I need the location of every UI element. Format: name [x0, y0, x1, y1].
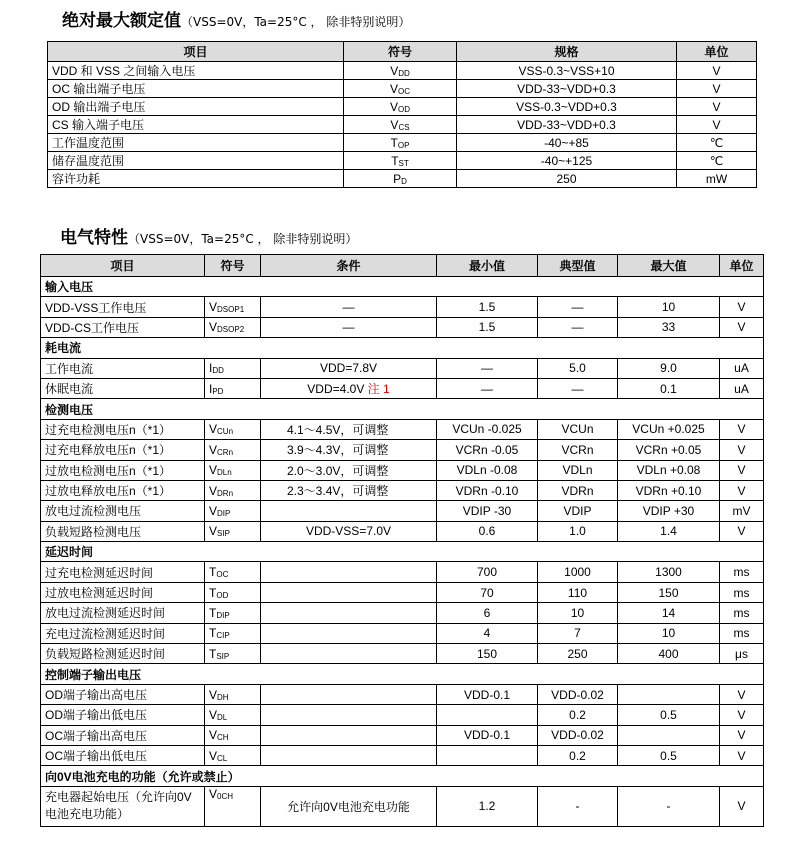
min-cell: VCRn -0.05	[437, 440, 538, 460]
symbol-letter: V	[209, 524, 218, 539]
condition-text: 2.0～3.0V，可调整	[287, 463, 389, 478]
min-cell: —	[437, 378, 538, 398]
item-cell: CS 输入端子电压	[48, 116, 344, 134]
symbol-cell	[344, 62, 457, 80]
symbol-subscript: 0CH	[217, 791, 234, 801]
unit-cell: ℃	[677, 134, 757, 152]
symbol-subscript: CIP	[216, 631, 230, 641]
unit-cell: ms	[720, 623, 764, 643]
section-label: 控制端子输出电压	[41, 664, 764, 684]
typ-cell: —	[538, 297, 618, 317]
symbol-letter: V	[390, 117, 399, 132]
column-header: 符号	[205, 255, 261, 277]
max-cell: 0.1	[618, 378, 720, 398]
typ-cell: VDRn	[538, 480, 618, 500]
max-cell: 400	[618, 644, 720, 664]
item-cell: 放电过流检测延迟时间	[41, 603, 205, 623]
column-header: 单位	[720, 255, 764, 277]
item-cell: 放电过流检测电压	[41, 501, 205, 521]
item-cell: 工作电流	[41, 358, 205, 378]
table-row	[41, 745, 764, 765]
unit-cell: μs	[720, 644, 764, 664]
symbol-cell	[205, 501, 261, 521]
typ-cell: —	[538, 378, 618, 398]
min-cell: 700	[437, 562, 538, 582]
condition-text: —	[342, 300, 355, 315]
elec-heading	[60, 223, 357, 248]
condition-cell	[261, 562, 437, 582]
item-cell: OC 输出端子电压	[48, 80, 344, 98]
condition-cell	[261, 460, 437, 480]
unit-cell: V	[720, 745, 764, 765]
section-row	[41, 338, 764, 358]
symbol-cell	[205, 562, 261, 582]
section-row	[41, 664, 764, 684]
max-cell: VDIP +30	[618, 501, 720, 521]
condition-cell	[261, 358, 437, 378]
table-row	[41, 603, 764, 623]
typ-cell: —	[538, 317, 618, 337]
table-row	[41, 419, 764, 439]
table-row	[41, 440, 764, 460]
min-cell: 4	[437, 623, 538, 643]
symbol-cell	[205, 603, 261, 623]
table-row	[48, 170, 757, 188]
symbol-subscript: CH	[217, 733, 229, 743]
table-row	[48, 98, 757, 116]
unit-cell: V	[720, 521, 764, 541]
symbol-letter: T	[209, 646, 217, 661]
abs-max-header-row	[48, 42, 757, 62]
condition-cell	[261, 440, 437, 460]
item-cell: 工作温度范围	[48, 134, 344, 152]
unit-cell: V	[720, 419, 764, 439]
symbol-letter: T	[390, 135, 398, 150]
symbol-letter: T	[209, 585, 217, 600]
elec-table	[40, 254, 764, 827]
symbol-cell	[205, 297, 261, 317]
unit-cell: V	[720, 725, 764, 745]
symbol-subscript: D	[401, 176, 407, 186]
symbol-subscript: DSOP1	[217, 305, 245, 315]
condition-cell	[261, 480, 437, 500]
symbol-cell	[205, 786, 261, 826]
symbol-cell	[344, 98, 457, 116]
symbol-subscript: DRn	[217, 488, 234, 498]
condition-cell	[261, 705, 437, 725]
unit-cell: V	[677, 116, 757, 134]
item-cell: 过放电检测延迟时间	[41, 582, 205, 602]
item-cell: 过充电检测延迟时间	[41, 562, 205, 582]
abs-max-title: 绝对最大额定值	[62, 11, 181, 31]
table-row	[41, 378, 764, 398]
elec-subtitle: （VSS=0V，Ta=25°C ， 除非特别说明）	[128, 232, 358, 246]
symbol-cell	[205, 644, 261, 664]
table-row	[41, 521, 764, 541]
elec-title: 电气特性	[60, 228, 128, 248]
table-row	[41, 786, 764, 826]
unit-cell: V	[677, 98, 757, 116]
item-cell: 过放电释放电压n（*1）	[41, 480, 205, 500]
symbol-cell	[205, 582, 261, 602]
column-header: 最大值	[618, 255, 720, 277]
unit-cell: V	[677, 62, 757, 80]
min-cell: —	[437, 358, 538, 378]
item-cell: OD 输出端子电压	[48, 98, 344, 116]
max-cell: VDLn +0.08	[618, 460, 720, 480]
unit-cell: uA	[720, 378, 764, 398]
max-cell	[618, 725, 720, 745]
item-cell: OC端子输出高电压	[41, 725, 205, 745]
symbol-subscript: OC	[216, 570, 229, 580]
unit-cell: V	[720, 480, 764, 500]
max-cell: 10	[618, 297, 720, 317]
min-cell	[437, 745, 538, 765]
section-row	[41, 399, 764, 419]
section-row	[41, 766, 764, 786]
symbol-letter: I	[209, 381, 213, 396]
min-cell: 0.6	[437, 521, 538, 541]
section-row	[41, 542, 764, 562]
abs-max-heading	[62, 6, 410, 31]
item-cell: 过充电检测电压n（*1）	[41, 419, 205, 439]
max-cell: 1.4	[618, 521, 720, 541]
unit-cell: V	[720, 786, 764, 826]
condition-cell	[261, 684, 437, 704]
typ-cell: 0.2	[538, 705, 618, 725]
table-row	[48, 80, 757, 98]
condition-cell	[261, 419, 437, 439]
section-label: 耗电流	[41, 338, 764, 358]
column-header: 项目	[41, 255, 205, 277]
symbol-letter: T	[391, 153, 399, 168]
min-cell: 6	[437, 603, 538, 623]
symbol-cell	[205, 419, 261, 439]
symbol-letter: V	[209, 687, 218, 702]
unit-cell: V	[720, 297, 764, 317]
unit-cell: V	[720, 440, 764, 460]
unit-cell: V	[677, 80, 757, 98]
symbol-letter: V	[209, 728, 218, 743]
min-cell: 150	[437, 644, 538, 664]
symbol-letter: V	[209, 300, 218, 315]
symbol-cell	[205, 725, 261, 745]
typ-cell: 10	[538, 603, 618, 623]
spec-cell: VDD-33~VDD+0.3	[457, 116, 677, 134]
symbol-subscript: CS	[398, 122, 410, 132]
condition-cell	[261, 317, 437, 337]
max-cell	[618, 684, 720, 704]
symbol-cell	[205, 440, 261, 460]
unit-cell: V	[720, 684, 764, 704]
symbol-cell	[205, 358, 261, 378]
elec-header-row	[41, 255, 764, 277]
symbol-letter: V	[209, 503, 218, 518]
item-cell: OD端子输出高电压	[41, 684, 205, 704]
symbol-cell	[344, 134, 457, 152]
typ-cell: 110	[538, 582, 618, 602]
condition-cell	[261, 745, 437, 765]
unit-cell: uA	[720, 358, 764, 378]
symbol-subscript: DD	[398, 68, 410, 78]
unit-cell: mV	[720, 501, 764, 521]
symbol-cell	[205, 317, 261, 337]
condition-cell	[261, 644, 437, 664]
max-cell: 9.0	[618, 358, 720, 378]
item-cell: 过放电检测电压n（*1）	[41, 460, 205, 480]
symbol-subscript: SIP	[217, 529, 230, 539]
symbol-letter: T	[209, 605, 217, 620]
symbol-letter: V	[209, 422, 218, 437]
max-cell: VDRn +0.10	[618, 480, 720, 500]
unit-cell: ms	[720, 582, 764, 602]
min-cell: VDLn -0.08	[437, 460, 538, 480]
condition-text: 允许向0V电池充电功能	[287, 799, 410, 814]
table-row	[41, 582, 764, 602]
condition-cell	[261, 378, 437, 398]
table-row	[41, 644, 764, 664]
symbol-subscript: DD	[212, 366, 224, 376]
column-header: 规格	[457, 42, 677, 62]
symbol-cell	[205, 521, 261, 541]
symbol-letter: T	[209, 565, 217, 580]
condition-text: VDD-VSS=7.0V	[305, 524, 392, 539]
typ-cell: 1000	[538, 562, 618, 582]
symbol-subscript: DLn	[217, 468, 232, 478]
condition-text: —	[342, 320, 355, 335]
spec-cell: VDD-33~VDD+0.3	[457, 80, 677, 98]
symbol-cell	[205, 378, 261, 398]
abs-max-subtitle: （VSS=0V，Ta=25°C ， 除非特别说明）	[181, 15, 411, 29]
table-row	[41, 705, 764, 725]
table-row	[41, 684, 764, 704]
symbol-subscript: OD	[216, 590, 229, 600]
symbol-subscript: CL	[217, 753, 228, 763]
item-cell: 充电器起始电压（允许向0V电池充电功能）	[41, 786, 205, 826]
min-cell: 1.5	[437, 317, 538, 337]
symbol-subscript: DSOP2	[217, 325, 245, 335]
symbol-subscript: SIP	[216, 651, 230, 661]
item-cell: 充电过流检测延迟时间	[41, 623, 205, 643]
symbol-cell	[205, 460, 261, 480]
max-cell: VCUn +0.025	[618, 419, 720, 439]
symbol-letter: V	[209, 483, 218, 498]
min-cell: VDD-0.1	[437, 684, 538, 704]
symbol-letter: V	[209, 442, 218, 457]
condition-cell	[261, 582, 437, 602]
condition-cell	[261, 623, 437, 643]
item-cell: OC端子输出低电压	[41, 745, 205, 765]
symbol-letter: V	[209, 320, 218, 335]
spec-cell: -40~+125	[457, 152, 677, 170]
max-cell: 0.5	[618, 745, 720, 765]
symbol-cell	[344, 170, 457, 188]
typ-cell: 7	[538, 623, 618, 643]
typ-cell: 250	[538, 644, 618, 664]
table-row	[41, 501, 764, 521]
symbol-cell	[205, 745, 261, 765]
unit-cell: ms	[720, 603, 764, 623]
section-label: 向0V电池充电的功能（允许或禁止）	[41, 766, 764, 786]
column-header: 项目	[48, 42, 344, 62]
typ-cell: 5.0	[538, 358, 618, 378]
min-cell: 1.5	[437, 297, 538, 317]
min-cell: VDRn -0.10	[437, 480, 538, 500]
max-cell: VCRn +0.05	[618, 440, 720, 460]
typ-cell: VCUn	[538, 419, 618, 439]
table-row	[48, 116, 757, 134]
table-row	[41, 297, 764, 317]
condition-text: 2.3～3.4V，可调整	[287, 484, 389, 499]
unit-cell: V	[720, 460, 764, 480]
min-cell: VCUn -0.025	[437, 419, 538, 439]
item-cell: 过充电释放电压n（*1）	[41, 440, 205, 460]
table-row	[48, 134, 757, 152]
spec-cell: 250	[457, 170, 677, 188]
max-cell: 14	[618, 603, 720, 623]
abs-max-table	[47, 41, 757, 188]
spec-cell: VSS-0.3~VDD+0.3	[457, 98, 677, 116]
typ-cell: VDLn	[538, 460, 618, 480]
table-row	[41, 623, 764, 643]
symbol-subscript: OC	[398, 86, 410, 96]
item-cell: 休眠电流	[41, 378, 205, 398]
condition-cell	[261, 603, 437, 623]
symbol-letter: I	[209, 361, 213, 376]
note-reference: 注 1	[367, 382, 390, 397]
min-cell: 70	[437, 582, 538, 602]
condition-text: 3.9～4.3V，可调整	[287, 443, 389, 458]
item-cell: 负载短路检测延迟时间	[41, 644, 205, 664]
spec-cell: VSS-0.3~VSS+10	[457, 62, 677, 80]
column-header: 典型值	[538, 255, 618, 277]
table-row	[41, 460, 764, 480]
max-cell: -	[618, 786, 720, 826]
column-header: 符号	[344, 42, 457, 62]
symbol-letter: T	[209, 626, 217, 641]
spec-cell: -40~+85	[457, 134, 677, 152]
section-label: 输入电压	[41, 277, 764, 297]
section-label: 检测电压	[41, 399, 764, 419]
symbol-subscript: DL	[217, 712, 228, 722]
symbol-cell	[205, 480, 261, 500]
symbol-cell	[205, 623, 261, 643]
condition-text: VDD=7.8V	[319, 361, 378, 376]
symbol-subscript: DH	[217, 692, 229, 702]
max-cell: 1300	[618, 562, 720, 582]
symbol-letter: V	[389, 81, 398, 96]
condition-cell	[261, 501, 437, 521]
condition-text: 4.1～4.5V，可调整	[287, 422, 389, 437]
symbol-letter: V	[209, 707, 218, 722]
condition-text: VDD=4.0V	[307, 382, 365, 397]
typ-cell: VDIP	[538, 501, 618, 521]
max-cell: 33	[618, 317, 720, 337]
symbol-cell	[205, 684, 261, 704]
table-row	[48, 62, 757, 80]
symbol-cell	[344, 152, 457, 170]
unit-cell: V	[720, 317, 764, 337]
typ-cell: VCRn	[538, 440, 618, 460]
symbol-subscript: OP	[397, 140, 410, 150]
table-row	[41, 358, 764, 378]
symbol-cell	[205, 705, 261, 725]
condition-cell	[261, 786, 437, 826]
typ-cell: -	[538, 786, 618, 826]
table-row	[41, 725, 764, 745]
min-cell: VDD-0.1	[437, 725, 538, 745]
min-cell	[437, 705, 538, 725]
symbol-subscript: DIP	[216, 610, 230, 620]
column-header: 单位	[677, 42, 757, 62]
min-cell: VDIP -30	[437, 501, 538, 521]
column-header: 条件	[261, 255, 437, 277]
unit-cell: ms	[720, 562, 764, 582]
symbol-subscript: ST	[398, 158, 409, 168]
symbol-letter: P	[393, 171, 402, 186]
symbol-letter: V	[390, 63, 399, 78]
condition-cell	[261, 297, 437, 317]
typ-cell: 0.2	[538, 745, 618, 765]
symbol-subscript: DIP	[217, 508, 231, 518]
item-cell: 负载短路检测电压	[41, 521, 205, 541]
typ-cell: 1.0	[538, 521, 618, 541]
symbol-subscript: CUn	[217, 427, 234, 437]
column-header: 最小值	[437, 255, 538, 277]
unit-cell: mW	[677, 170, 757, 188]
symbol-cell	[344, 80, 457, 98]
symbol-cell	[344, 116, 457, 134]
symbol-letter: V	[389, 99, 398, 114]
table-row	[48, 152, 757, 170]
symbol-letter: V	[209, 748, 218, 763]
table-row	[41, 480, 764, 500]
condition-cell	[261, 521, 437, 541]
max-cell: 0.5	[618, 705, 720, 725]
symbol-letter: V	[209, 786, 218, 801]
symbol-subscript: OD	[398, 104, 410, 114]
section-row	[41, 277, 764, 297]
condition-cell	[261, 725, 437, 745]
table-row	[41, 562, 764, 582]
typ-cell: VDD-0.02	[538, 725, 618, 745]
item-cell: 容许功耗	[48, 170, 344, 188]
item-cell: VDD-CS工作电压	[41, 317, 205, 337]
unit-cell: ℃	[677, 152, 757, 170]
min-cell: 1.2	[437, 786, 538, 826]
symbol-letter: V	[209, 463, 218, 478]
max-cell: 150	[618, 582, 720, 602]
section-label: 延迟时间	[41, 542, 764, 562]
max-cell: 10	[618, 623, 720, 643]
symbol-subscript: CRn	[217, 447, 234, 457]
item-cell: VDD-VSS工作电压	[41, 297, 205, 317]
item-cell: VDD 和 VSS 之间输入电压	[48, 62, 344, 80]
table-row	[41, 317, 764, 337]
item-cell: OD端子输出低电压	[41, 705, 205, 725]
symbol-subscript: PD	[212, 386, 224, 396]
typ-cell: VDD-0.02	[538, 684, 618, 704]
unit-cell: V	[720, 705, 764, 725]
item-cell: 储存温度范围	[48, 152, 344, 170]
